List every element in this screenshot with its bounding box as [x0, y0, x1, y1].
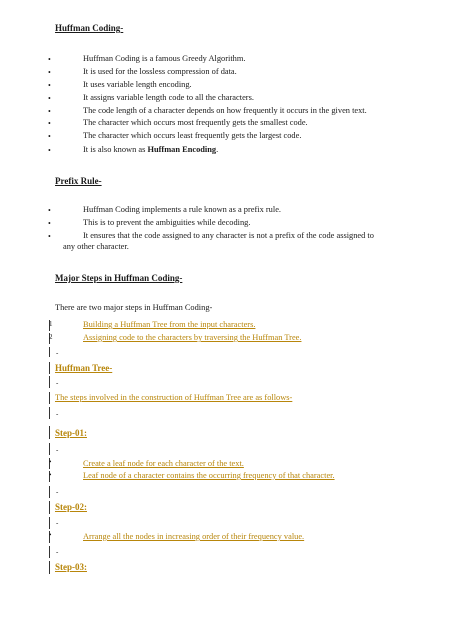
step-02-title[interactable]: Step-02:: [55, 502, 87, 512]
change-bar: [49, 561, 50, 574]
list-marker: •: [49, 471, 52, 479]
bullet-dot-icon: •: [48, 132, 51, 141]
step-link[interactable]: Assigning code to the characters by traversing the Huffman Tree.: [83, 333, 302, 342]
list-marker: 2: [49, 333, 53, 341]
major-steps-intro: There are two major steps in Huffman Coding-: [55, 303, 213, 312]
list-marker: •: [49, 458, 52, 466]
change-bar: [49, 407, 50, 419]
change-bar: [49, 362, 50, 374]
change-bar: [49, 347, 50, 357]
step-link[interactable]: Building a Huffman Tree from the input characters.: [83, 320, 256, 329]
bullet-dot-icon: •: [48, 119, 51, 128]
step-03-title[interactable]: Step-03:: [55, 562, 87, 572]
section-title-prefix-rule: Prefix Rule-: [55, 176, 102, 186]
bullet-dot-icon: •: [48, 68, 51, 77]
bold-term: Huffman Encoding: [147, 145, 217, 154]
step-01-item[interactable]: Leaf node of a character contains the occurring frequency of that character.: [83, 471, 335, 480]
change-bar: [49, 501, 50, 514]
list-item: The character which occurs least frequently gets the largest code.: [83, 131, 302, 140]
list-item-text: .: [216, 145, 219, 154]
list-item: The code length of a character depends on how frequently it occurs in the given text.: [83, 106, 367, 115]
list-item: It uses variable length encoding.: [83, 80, 192, 89]
change-bar: [49, 486, 50, 498]
dot-marker: -: [56, 379, 59, 387]
dot-marker: -: [56, 519, 59, 527]
section-title-huffman-tree[interactable]: Huffman Tree-: [55, 363, 113, 373]
huffman-tree-intro[interactable]: The steps involved in the construction of Huffman Tree are as follows-: [55, 393, 293, 402]
bullet-dot-icon: •: [48, 232, 51, 241]
change-bar: [49, 392, 50, 404]
step-02-item[interactable]: Arrange all the nodes in increasing order of their frequency value.: [83, 532, 305, 541]
step-01-item[interactable]: Create a leaf node for each character of the text.: [83, 459, 244, 468]
list-item: Huffman Coding is a famous Greedy Algorithm.: [83, 54, 246, 63]
section-title-huffman-coding: Huffman Coding-: [55, 23, 124, 33]
change-bar: [49, 517, 50, 529]
list-item-continuation: any other character.: [63, 242, 129, 251]
bullet-dot-icon: •: [48, 219, 51, 228]
list-item: It assigns variable length code to all the characters.: [83, 93, 254, 102]
dot-marker: -: [56, 446, 59, 454]
dot-marker: -: [56, 410, 59, 418]
step-01-title[interactable]: Step-01:: [55, 428, 87, 438]
list-marker: •: [49, 531, 52, 539]
section-title-major-steps: Major Steps in Huffman Coding-: [55, 273, 183, 283]
change-bar: [49, 443, 50, 455]
change-bar: [49, 426, 50, 439]
bullet-dot-icon: •: [48, 94, 51, 103]
bullet-dot-icon: •: [48, 55, 51, 64]
dot-marker: -: [56, 349, 59, 357]
list-item: The character which occurs most frequently gets the smallest code.: [83, 118, 308, 127]
list-item: It is used for the lossless compression of data.: [83, 67, 237, 76]
list-item: Huffman Coding implements a rule known as a prefix rule.: [83, 205, 282, 214]
change-bar: [49, 376, 50, 388]
change-bar: [49, 546, 50, 558]
list-item: It ensures that the code assigned to any character is not a prefix of the code assigned to: [83, 231, 374, 240]
list-marker: 1: [49, 320, 53, 328]
list-item: [83, 145, 218, 154]
bullet-dot-icon: •: [48, 107, 51, 116]
dot-marker: -: [56, 488, 59, 496]
bullet-dot-icon: •: [48, 81, 51, 90]
dot-marker: -: [56, 548, 59, 556]
bullet-dot-icon: •: [48, 206, 51, 215]
list-item-text: It is also known as: [83, 145, 148, 154]
bullet-dot-icon: •: [48, 146, 51, 155]
list-item: This is to prevent the ambiguities while decoding.: [83, 218, 251, 227]
